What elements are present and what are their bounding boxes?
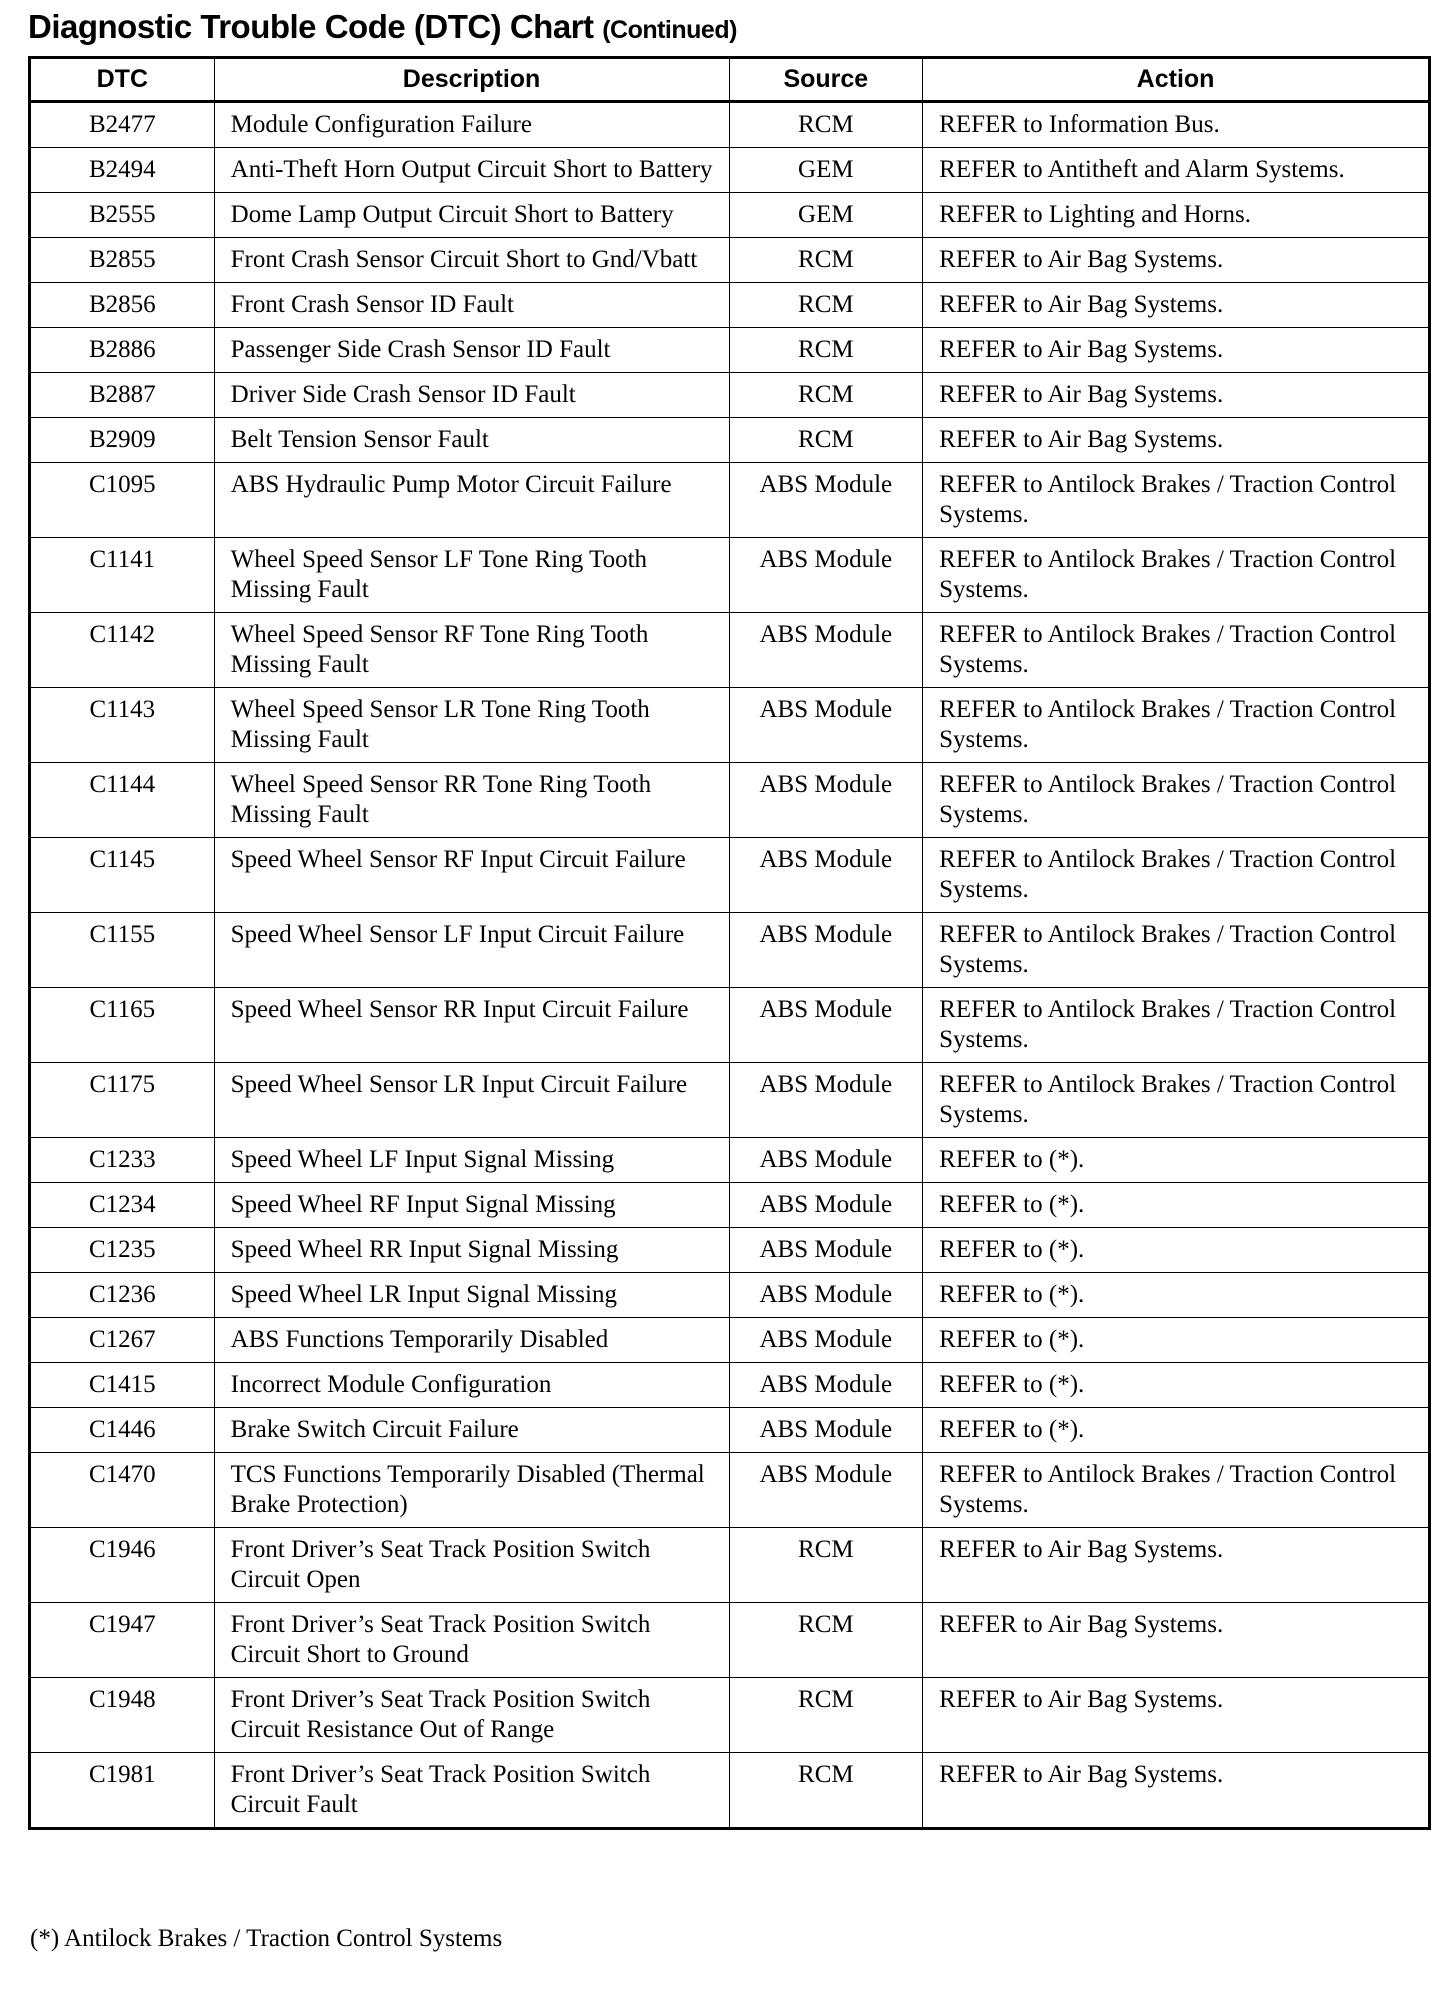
cell-dtc: C1415 bbox=[30, 1363, 215, 1408]
cell-source: ABS Module bbox=[729, 1183, 923, 1228]
cell-description: Speed Wheel LF Input Signal Missing bbox=[214, 1138, 729, 1183]
cell-source: ABS Module bbox=[729, 1228, 923, 1273]
cell-action: REFER to Antilock Brakes / Traction Control Systems. bbox=[923, 463, 1430, 538]
header-description: Description bbox=[214, 58, 729, 102]
cell-description: Wheel Speed Sensor RR Tone Ring Tooth Missing Fault bbox=[214, 763, 729, 838]
cell-dtc: C1233 bbox=[30, 1138, 215, 1183]
cell-source: ABS Module bbox=[729, 1408, 923, 1453]
table-row bbox=[30, 373, 1430, 418]
page-title bbox=[28, 8, 737, 46]
table-row bbox=[30, 913, 1430, 988]
cell-action: REFER to Antilock Brakes / Traction Control Systems. bbox=[923, 1063, 1430, 1138]
cell-source: RCM bbox=[729, 1678, 923, 1753]
cell-dtc: C1143 bbox=[30, 688, 215, 763]
cell-dtc: B2856 bbox=[30, 283, 215, 328]
cell-description: Driver Side Crash Sensor ID Fault bbox=[214, 373, 729, 418]
cell-description: Incorrect Module Configuration bbox=[214, 1363, 729, 1408]
cell-source: RCM bbox=[729, 1753, 923, 1829]
cell-action: REFER to Antilock Brakes / Traction Control Systems. bbox=[923, 688, 1430, 763]
table-row bbox=[30, 1318, 1430, 1363]
cell-description: TCS Functions Temporarily Disabled (Thermal Brake Protection) bbox=[214, 1453, 729, 1528]
cell-action: REFER to (*). bbox=[923, 1138, 1430, 1183]
table-row bbox=[30, 1408, 1430, 1453]
table-row bbox=[30, 193, 1430, 238]
cell-description: Brake Switch Circuit Failure bbox=[214, 1408, 729, 1453]
cell-description: Wheel Speed Sensor LR Tone Ring Tooth Missing Fault bbox=[214, 688, 729, 763]
cell-source: RCM bbox=[729, 1603, 923, 1678]
cell-source: ABS Module bbox=[729, 1138, 923, 1183]
cell-action: REFER to Antilock Brakes / Traction Control Systems. bbox=[923, 838, 1430, 913]
cell-source: RCM bbox=[729, 373, 923, 418]
title-suffix: (Continued) bbox=[602, 16, 737, 44]
cell-description: Anti-Theft Horn Output Circuit Short to Battery bbox=[214, 148, 729, 193]
cell-dtc: C1144 bbox=[30, 763, 215, 838]
cell-action: REFER to Air Bag Systems. bbox=[923, 1603, 1430, 1678]
cell-action: REFER to Air Bag Systems. bbox=[923, 1678, 1430, 1753]
table-row bbox=[30, 1183, 1430, 1228]
cell-source: ABS Module bbox=[729, 538, 923, 613]
cell-dtc: B2886 bbox=[30, 328, 215, 373]
cell-description: Front Driver’s Seat Track Position Switch Circuit Fault bbox=[214, 1753, 729, 1829]
table-row bbox=[30, 238, 1430, 283]
cell-action: REFER to Air Bag Systems. bbox=[923, 283, 1430, 328]
cell-dtc: C1947 bbox=[30, 1603, 215, 1678]
table-row bbox=[30, 283, 1430, 328]
cell-source: ABS Module bbox=[729, 688, 923, 763]
cell-source: RCM bbox=[729, 238, 923, 283]
cell-description: Front Crash Sensor ID Fault bbox=[214, 283, 729, 328]
cell-dtc: C1234 bbox=[30, 1183, 215, 1228]
cell-source: ABS Module bbox=[729, 988, 923, 1063]
table-row bbox=[30, 1753, 1430, 1829]
cell-description: Front Driver’s Seat Track Position Switch Circuit Short to Ground bbox=[214, 1603, 729, 1678]
cell-dtc: C1948 bbox=[30, 1678, 215, 1753]
cell-source: RCM bbox=[729, 418, 923, 463]
cell-description: ABS Functions Temporarily Disabled bbox=[214, 1318, 729, 1363]
cell-dtc: C1235 bbox=[30, 1228, 215, 1273]
cell-dtc: C1142 bbox=[30, 613, 215, 688]
cell-action: REFER to Air Bag Systems. bbox=[923, 418, 1430, 463]
cell-source: RCM bbox=[729, 102, 923, 148]
header-source: Source bbox=[729, 58, 923, 102]
cell-dtc: C1446 bbox=[30, 1408, 215, 1453]
cell-dtc: C1236 bbox=[30, 1273, 215, 1318]
table-row bbox=[30, 1138, 1430, 1183]
cell-description: Speed Wheel Sensor RF Input Circuit Failure bbox=[214, 838, 729, 913]
cell-description: Speed Wheel Sensor LF Input Circuit Failure bbox=[214, 913, 729, 988]
cell-dtc: B2555 bbox=[30, 193, 215, 238]
table-row bbox=[30, 1273, 1430, 1318]
cell-description: Front Crash Sensor Circuit Short to Gnd/Vbatt bbox=[214, 238, 729, 283]
dtc-table bbox=[28, 56, 1431, 1830]
cell-source: ABS Module bbox=[729, 1063, 923, 1138]
table-row bbox=[30, 1363, 1430, 1408]
cell-dtc: C1981 bbox=[30, 1753, 215, 1829]
cell-description: Front Driver’s Seat Track Position Switch Circuit Resistance Out of Range bbox=[214, 1678, 729, 1753]
cell-action: REFER to Antilock Brakes / Traction Control Systems. bbox=[923, 613, 1430, 688]
cell-source: GEM bbox=[729, 148, 923, 193]
cell-dtc: C1095 bbox=[30, 463, 215, 538]
cell-dtc: B2855 bbox=[30, 238, 215, 283]
cell-dtc: B2494 bbox=[30, 148, 215, 193]
table-row bbox=[30, 538, 1430, 613]
cell-description: Speed Wheel RF Input Signal Missing bbox=[214, 1183, 729, 1228]
table-row bbox=[30, 1528, 1430, 1603]
cell-action: REFER to (*). bbox=[923, 1408, 1430, 1453]
cell-description: Module Configuration Failure bbox=[214, 102, 729, 148]
cell-source: RCM bbox=[729, 328, 923, 373]
header-dtc: DTC bbox=[30, 58, 215, 102]
cell-dtc: C1165 bbox=[30, 988, 215, 1063]
table-row bbox=[30, 1453, 1430, 1528]
cell-dtc: B2887 bbox=[30, 373, 215, 418]
cell-source: ABS Module bbox=[729, 838, 923, 913]
cell-source: GEM bbox=[729, 193, 923, 238]
cell-action: REFER to Antilock Brakes / Traction Control Systems. bbox=[923, 763, 1430, 838]
table-row bbox=[30, 988, 1430, 1063]
cell-dtc: B2909 bbox=[30, 418, 215, 463]
cell-action: REFER to Antitheft and Alarm Systems. bbox=[923, 148, 1430, 193]
cell-dtc: C1145 bbox=[30, 838, 215, 913]
cell-dtc: C1155 bbox=[30, 913, 215, 988]
cell-action: REFER to Air Bag Systems. bbox=[923, 328, 1430, 373]
cell-dtc: C1267 bbox=[30, 1318, 215, 1363]
cell-action: REFER to Antilock Brakes / Traction Control Systems. bbox=[923, 1453, 1430, 1528]
table-row bbox=[30, 148, 1430, 193]
cell-description: Wheel Speed Sensor LF Tone Ring Tooth Missing Fault bbox=[214, 538, 729, 613]
cell-source: ABS Module bbox=[729, 1453, 923, 1528]
table-row bbox=[30, 1228, 1430, 1273]
cell-dtc: C1470 bbox=[30, 1453, 215, 1528]
table-row bbox=[30, 1063, 1430, 1138]
header-action: Action bbox=[923, 58, 1430, 102]
cell-description: Front Driver’s Seat Track Position Switch Circuit Open bbox=[214, 1528, 729, 1603]
cell-action: REFER to Air Bag Systems. bbox=[923, 238, 1430, 283]
cell-description: Speed Wheel Sensor RR Input Circuit Failure bbox=[214, 988, 729, 1063]
cell-action: REFER to (*). bbox=[923, 1228, 1430, 1273]
cell-source: ABS Module bbox=[729, 763, 923, 838]
table-row bbox=[30, 463, 1430, 538]
cell-dtc: B2477 bbox=[30, 102, 215, 148]
cell-action: REFER to (*). bbox=[923, 1363, 1430, 1408]
cell-action: REFER to (*). bbox=[923, 1273, 1430, 1318]
table-row bbox=[30, 418, 1430, 463]
footnote: (*) Antilock Brakes / Traction Control Systems bbox=[30, 1925, 503, 1952]
cell-description: ABS Hydraulic Pump Motor Circuit Failure bbox=[214, 463, 729, 538]
table-row bbox=[30, 838, 1430, 913]
cell-description: Passenger Side Crash Sensor ID Fault bbox=[214, 328, 729, 373]
cell-action: REFER to Antilock Brakes / Traction Control Systems. bbox=[923, 913, 1430, 988]
cell-description: Speed Wheel LR Input Signal Missing bbox=[214, 1273, 729, 1318]
cell-source: ABS Module bbox=[729, 913, 923, 988]
table-row bbox=[30, 1603, 1430, 1678]
cell-action: REFER to (*). bbox=[923, 1183, 1430, 1228]
table-row bbox=[30, 763, 1430, 838]
table-row bbox=[30, 102, 1430, 148]
cell-source: ABS Module bbox=[729, 613, 923, 688]
cell-source: ABS Module bbox=[729, 1363, 923, 1408]
cell-source: RCM bbox=[729, 283, 923, 328]
cell-action: REFER to Air Bag Systems. bbox=[923, 1528, 1430, 1603]
cell-action: REFER to Air Bag Systems. bbox=[923, 373, 1430, 418]
cell-description: Dome Lamp Output Circuit Short to Battery bbox=[214, 193, 729, 238]
cell-action: REFER to Antilock Brakes / Traction Control Systems. bbox=[923, 538, 1430, 613]
cell-dtc: C1946 bbox=[30, 1528, 215, 1603]
table-row bbox=[30, 328, 1430, 373]
cell-action: REFER to Information Bus. bbox=[923, 102, 1430, 148]
table-row bbox=[30, 613, 1430, 688]
cell-description: Belt Tension Sensor Fault bbox=[214, 418, 729, 463]
cell-source: RCM bbox=[729, 1528, 923, 1603]
cell-description: Speed Wheel Sensor LR Input Circuit Failure bbox=[214, 1063, 729, 1138]
cell-action: REFER to (*). bbox=[923, 1318, 1430, 1363]
title-main: Diagnostic Trouble Code (DTC) Chart bbox=[28, 8, 594, 45]
cell-description: Wheel Speed Sensor RF Tone Ring Tooth Missing Fault bbox=[214, 613, 729, 688]
cell-dtc: C1175 bbox=[30, 1063, 215, 1138]
cell-action: REFER to Lighting and Horns. bbox=[923, 193, 1430, 238]
cell-source: ABS Module bbox=[729, 1318, 923, 1363]
table-header-row bbox=[30, 58, 1430, 102]
cell-source: ABS Module bbox=[729, 463, 923, 538]
cell-source: ABS Module bbox=[729, 1273, 923, 1318]
table-row bbox=[30, 688, 1430, 763]
cell-action: REFER to Antilock Brakes / Traction Control Systems. bbox=[923, 988, 1430, 1063]
table-row bbox=[30, 1678, 1430, 1753]
cell-action: REFER to Air Bag Systems. bbox=[923, 1753, 1430, 1829]
cell-dtc: C1141 bbox=[30, 538, 215, 613]
cell-description: Speed Wheel RR Input Signal Missing bbox=[214, 1228, 729, 1273]
